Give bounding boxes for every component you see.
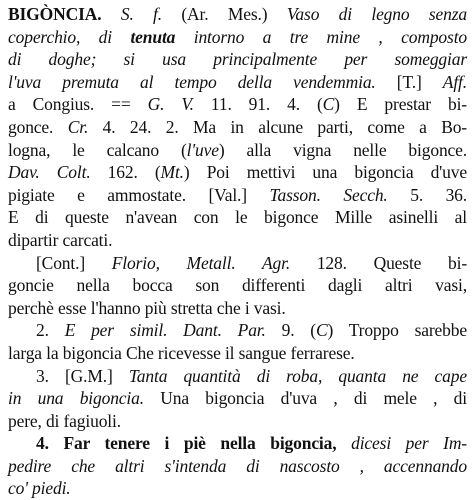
entry-text: Cr.	[67, 116, 89, 137]
entry-text: 5. 36.	[387, 184, 468, 205]
entry-line	[8, 432, 467, 455]
entry-line	[8, 319, 467, 342]
entry-text: 4. Far tenere i piè nella bigoncia,	[36, 433, 337, 454]
entry-text: goncie nella bocca son differenti dagli altri vasi,	[8, 275, 467, 296]
entry-line	[8, 252, 467, 275]
entry-line	[8, 93, 467, 116]
entry-text: 11. 91. 4. (	[193, 94, 323, 115]
entry-text: ) Poi mettivi una bigoncia d'uve	[183, 162, 467, 183]
entry-text: l'uva premuta al tempo della vendemmia.	[8, 71, 376, 92]
entry-text	[101, 4, 120, 24]
entry-text: G. V.	[147, 94, 194, 115]
entry-text: l'uve	[186, 139, 219, 160]
entry-text: in una bigoncia.	[8, 388, 144, 409]
entry-line	[8, 477, 467, 500]
entry-text: pigiate e ammostate. [Val.]	[8, 184, 270, 205]
entry-line	[8, 71, 467, 94]
entry-text: logna, le calcano (	[8, 139, 187, 160]
entry-text: a Congius. ==	[8, 94, 148, 115]
entry-text: 2.	[36, 320, 65, 341]
entry-text: Dav. Colt.	[8, 162, 91, 183]
entry-text: larga la bigoncia Che ricevesse il sangue ferrarese.	[8, 342, 355, 363]
entry-text: dicesi per Im-	[351, 433, 467, 454]
entry-line	[8, 48, 467, 71]
entry-line	[8, 410, 467, 433]
entry-text: ) E prestar bi-	[334, 94, 467, 115]
entry-text: [Cont.]	[36, 252, 112, 273]
entry-text: 162. (	[90, 162, 161, 183]
entry-text: Mt.	[160, 162, 184, 183]
entry-text: Florio, Metall. Agr.	[111, 252, 291, 273]
entry-line	[8, 365, 467, 388]
entry-text: Tasson. Secch.	[269, 184, 388, 205]
entry-text: C	[315, 320, 328, 341]
entry-text: ) alla vigna nelle bigonce.	[218, 139, 468, 160]
entry-line	[8, 387, 467, 410]
entry-text	[336, 433, 351, 453]
entry-line	[8, 297, 467, 320]
entry-text: ) Troppo sarebbe	[327, 320, 467, 341]
entry-text: S. f.	[120, 4, 162, 24]
entry-text: Aff.	[442, 71, 467, 92]
entry-line	[8, 161, 467, 184]
entry-line	[8, 116, 467, 139]
entry-text: 9. (	[265, 320, 316, 341]
entry-text: coperchio, di	[8, 26, 131, 47]
entry-text: [T.]	[375, 71, 443, 92]
entry-text: 4. 24. 2. Ma in alcune parti, come a Bo-	[88, 116, 467, 137]
entry-text: gonce.	[8, 116, 68, 137]
entry-text: E di queste n'avean con le bigonce Mille asinelli al	[8, 207, 467, 228]
entry-text: 128. Queste bi-	[290, 252, 468, 273]
entry-line	[8, 455, 467, 478]
entry-text: E per simil. Dant. Par.	[64, 320, 266, 341]
entry-line	[8, 229, 467, 252]
entry-line	[8, 184, 467, 207]
entry-text: Una bigoncia d'uva , di mele , di	[143, 388, 467, 409]
entry-line	[8, 274, 467, 297]
entry-text: BIGÒNCIA.	[8, 4, 102, 24]
entry-line	[8, 26, 467, 49]
entry-text: di doghe; si usa principalmente per someggiar	[8, 49, 467, 70]
entry-text: pere, di fagiuoli.	[8, 410, 121, 431]
entry-line	[8, 206, 467, 229]
entry-text: (Ar. Mes.)	[162, 4, 287, 24]
entry-text: C	[322, 94, 335, 115]
entry-text: tenuta	[130, 26, 176, 47]
entry-text: perchè esse l'hanno più stretta che i vasi.	[8, 297, 286, 318]
entry-text: 3. [G.M.]	[36, 365, 129, 386]
entry-text: intorno a tre mine , composto	[175, 26, 468, 47]
entry-line	[8, 342, 467, 365]
entry-line	[8, 3, 467, 26]
entry-text: Vaso di legno senza	[286, 4, 467, 24]
entry-text: Tanta quantità di roba, quanta ne cape	[128, 365, 467, 386]
entry-text: pedire che altri s'intenda di nascosto , accennando	[8, 455, 467, 476]
entry-text: dipartir carcati.	[8, 229, 113, 250]
entry-line	[8, 139, 467, 162]
entry-text: co' piedi.	[8, 478, 71, 499]
